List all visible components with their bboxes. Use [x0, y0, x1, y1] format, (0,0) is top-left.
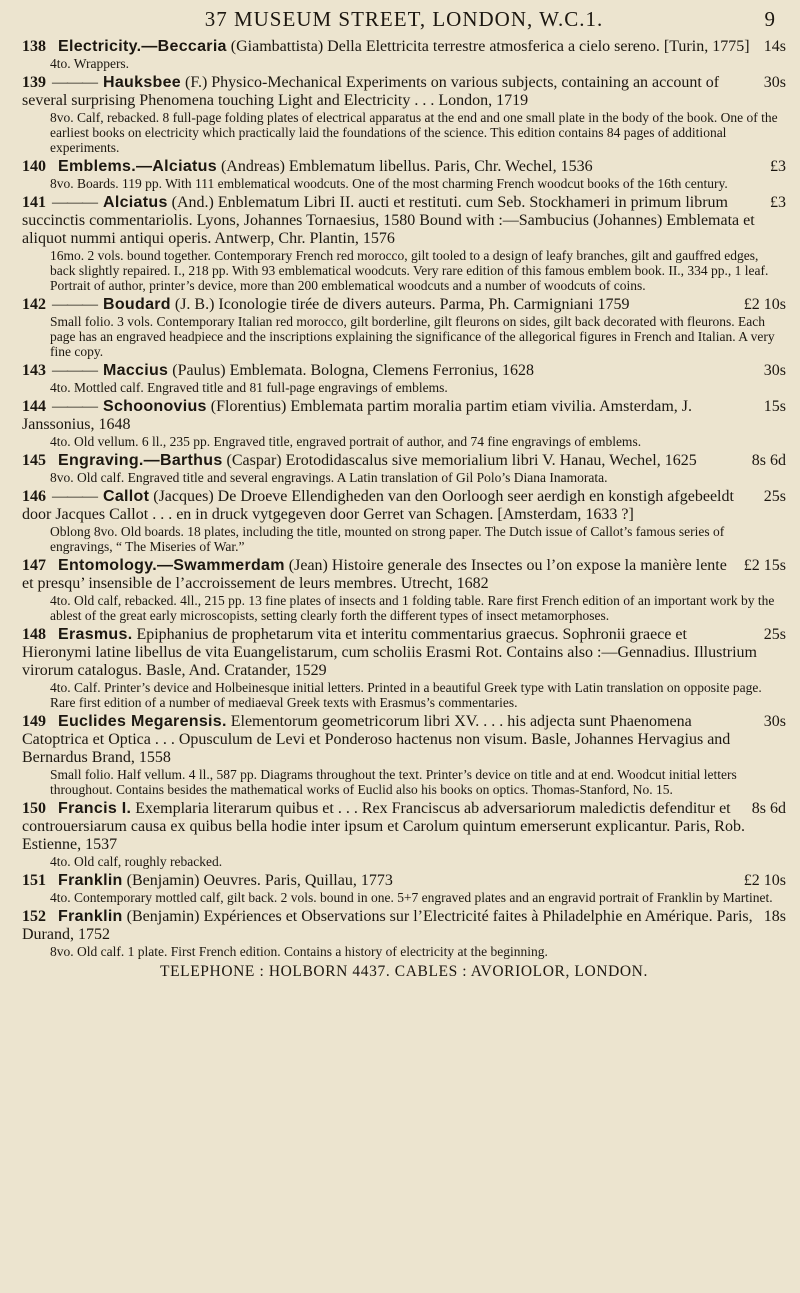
entry-title: (Giambattista) Della Elettricita terrestre atmosferica a cielo sereno. [Turin, 1775]: [230, 38, 750, 55]
entry-description: 8vo. Boards. 119 pp. With 111 emblematical woodcuts. One of the most charming French woodcut books of the 16th century.: [50, 176, 728, 191]
entry-main: [22, 452, 786, 470]
catalogue-entry: [22, 626, 786, 710]
entry-number: 145: [22, 452, 46, 469]
entry-price: 15s: [763, 398, 786, 415]
entry-price: £3: [770, 158, 786, 175]
entry-title: (Caspar) Erotodidascalus sive memorialium libri V. Hanau, Wechel, 1625: [226, 452, 697, 469]
entry-main: [22, 800, 786, 854]
entry-dash: ———: [52, 488, 97, 505]
entry-title: (F.) Physico-Mechanical Experiments on various subjects, containing an account of several surprising Phenomena touching Light and Electricity . . . London, 1719: [22, 74, 720, 109]
entry-title: (J. B.) Iconologie tirée de divers auteurs. Parma, Ph. Carmigniani 1759: [174, 296, 630, 313]
entry-main: [22, 296, 786, 314]
catalogue-entry: [22, 194, 786, 293]
catalogue-entry: [22, 38, 786, 71]
entry-price: 30s: [763, 713, 786, 730]
entry-number: 141: [22, 194, 46, 211]
entry-description: 16mo. 2 vols. bound together. Contemporary French red morocco, gilt tooled to a design of leafy branches, gilt and gauffred edges, back slightly repaired. I., 218 pp. With 93 emblematical woodcuts. Very rare edition of this famous emblem book. II., 334 pp., 1 leaf. Portrait of author, printer’s device, more than 200 emblematical woodcuts and a number of woodcuts of coins.: [50, 248, 769, 293]
entry-main: [22, 362, 786, 380]
entry-author: Schoonovius: [103, 398, 207, 415]
entry-number: 138: [22, 38, 46, 55]
entry-number: 142: [22, 296, 46, 313]
catalogue-entry: [22, 296, 786, 359]
entry-description: 4to. Wrappers.: [50, 56, 130, 71]
entry-price: 18s: [763, 908, 786, 925]
entry-author: Alciatus: [103, 194, 168, 211]
catalogue-entries: [22, 38, 786, 959]
entry-description: 8vo. Old calf. Engraved title and several engravings. A Latin translation of Gil Polo’s Diana Inamorata.: [50, 470, 608, 485]
entry-author: Francis I.: [58, 800, 132, 817]
entry-title: Exemplaria literarum quibus et . . . Rex Franciscus ab adversariorum maledictis defenditur et controuersiarum causa ex quibus bella hodie inter ipsum et Carolum quintum emerserunt explicantur. Paris, Rob. Estienne, 1537: [22, 800, 745, 853]
catalogue-entry: [22, 800, 786, 869]
entry-description: 4to. Calf. Printer’s device and Holbeinesque initial letters. Printed in a beautiful Greek type with Latin translation on opposite page. Rare first edition of a number of mediaeval Greek texts with Erasmus’s commentaries.: [50, 680, 762, 710]
entry-number: 143: [22, 362, 46, 379]
entry-description: Oblong 8vo. Old boards. 18 plates, including the title, mounted on strong paper. The Dutch issue of Callot’s famous series of engravings, “ The Miseries of War.”: [50, 524, 725, 554]
entry-title: (Florentius) Emblemata partim moralia partim etiam vivilia. Amsterdam, J. Janssonius, 1648: [22, 398, 692, 433]
entry-title: (Jacques) De Droeve Ellendigheden van den Oorloogh seer aerdigh en konstigh afgebeeldt door Jacques Callot . . . en in druck vytgegeven door Gerret van Schagen. [Amsterdam, 1633 ?]: [22, 488, 734, 523]
entry-price: £2 15s: [743, 557, 786, 574]
entry-author: Maccius: [103, 362, 169, 379]
entry-author: Electricity.—Beccaria: [58, 38, 227, 55]
catalogue-entry: [22, 908, 786, 959]
entry-number: 149: [22, 713, 46, 730]
entry-title: (Benjamin) Oeuvres. Paris, Quillau, 1773: [126, 872, 393, 889]
footer-contact: TELEPHONE : HOLBORN 4437. CABLES : AVORIOLOR, LONDON.: [160, 963, 648, 980]
entry-title: Elementorum geometricorum libri XV. . . . his adjecta sunt Phaenomena Catoptrica et Optica . . . Opusculum de Levi et Ponderoso hactenus non visum. Basle, Johannes Hervagius and Bernardus Brand, 1558: [22, 713, 731, 766]
page-footer: [22, 963, 786, 981]
entry-number: 148: [22, 626, 46, 643]
entry-main: [22, 557, 786, 593]
entry-description: 4to. Old calf, rebacked. 4ll., 215 pp. 13 fine plates of insects and 1 folding table. Rare first French edition of an important work by the ablest of the great early microscopists, setting clearly forth the different types of insect metamorphoses.: [50, 593, 775, 623]
entry-description: 4to. Old calf, roughly rebacked.: [50, 854, 223, 869]
entry-main: [22, 488, 786, 524]
entry-price: 30s: [763, 74, 786, 91]
entry-description: 4to. Old vellum. 6 ll., 235 pp. Engraved title, engraved portrait of author, and 74 fine engravings of emblems.: [50, 434, 642, 449]
entry-title: Epiphanius de prophetarum vita et interitu commentarius graecus. Sophronii graece et Hieronymi latine libellus de vita Euangelistarum, cum scholiis Erasmi Rot. Contains also :—Gennadius. Illustrium virorum catalogus. Basle, And. Cratander, 1529: [22, 626, 757, 679]
entry-main: [22, 626, 786, 680]
entry-description: 4to. Mottled calf. Engraved title and 81 full-page engravings of emblems.: [50, 380, 448, 395]
entry-main: [22, 158, 786, 176]
entry-author: Franklin: [58, 908, 123, 925]
entry-author: Entomology.—Swammerdam: [58, 557, 285, 574]
entry-description: Small folio. Half vellum. 4 ll., 587 pp. Diagrams throughout the text. Printer’s device on title and at end. Woodcut initial letters throughout. Contains besides the mathematical works of Euclid also his books on optics. Thomas-Stanford, No. 15.: [50, 767, 737, 797]
entry-price: 8s 6d: [751, 800, 786, 817]
entry-price: 8s 6d: [751, 452, 786, 469]
entry-number: 140: [22, 158, 46, 175]
page-header: [22, 8, 786, 30]
entry-dash: ———: [52, 74, 97, 91]
catalogue-entry: [22, 158, 786, 191]
entry-author: Callot: [103, 488, 150, 505]
entry-main: [22, 713, 786, 767]
entry-title: (Jean) Histoire generale des Insectes ou l’on expose la manière lente et presqu’ insensible de l’accroissement de leurs membres. Utrecht, 1682: [22, 557, 727, 592]
entry-number: 139: [22, 74, 46, 91]
entry-number: 144: [22, 398, 46, 415]
entry-author: Hauksbee: [103, 74, 181, 91]
entry-number: 152: [22, 908, 46, 925]
entry-description: 4to. Contemporary mottled calf, gilt back. 2 vols. bound in one. 5+7 engraved plates and an engravid portrait of Franklin by Martinet.: [50, 890, 773, 905]
entry-title: (Andreas) Emblematum libellus. Paris, Chr. Wechel, 1536: [220, 158, 593, 175]
entry-number: 147: [22, 557, 46, 574]
entry-main: [22, 908, 786, 944]
entry-dash: ———: [52, 296, 97, 313]
entry-main: [22, 38, 786, 56]
entry-author: Franklin: [58, 872, 123, 889]
entry-main: [22, 74, 786, 110]
catalogue-entry: [22, 872, 786, 905]
catalogue-entry: [22, 713, 786, 797]
entry-number: 151: [22, 872, 46, 889]
catalogue-entry: [22, 74, 786, 155]
entry-price: £2 10s: [743, 872, 786, 889]
entry-main: [22, 872, 786, 890]
entry-dash: ———: [52, 362, 97, 379]
catalogue-entry: [22, 452, 786, 485]
entry-price: 25s: [763, 626, 786, 643]
entry-number: 146: [22, 488, 46, 505]
entry-author: Erasmus.: [58, 626, 133, 643]
catalogue-entry: [22, 557, 786, 623]
entry-description: 8vo. Old calf. 1 plate. First French edition. Contains a history of electricity at the beginning.: [50, 944, 548, 959]
entry-dash: ———: [52, 194, 97, 211]
entry-price: £2 10s: [743, 296, 786, 313]
entry-title: (Benjamin) Expériences et Observations sur l’Electricité faites à Philadelphie en Amérique. Paris, Durand, 1752: [22, 908, 753, 943]
entry-author: Boudard: [103, 296, 171, 313]
entry-description: 8vo. Calf, rebacked. 8 full-page folding plates of electrical apparatus at the end and one small plate in the body of the book. One of the earliest books on electricity which practically laid the foundations of the science. This edition contains 84 pages of additional experiments.: [50, 110, 778, 155]
entry-author: Engraving.—Barthus: [58, 452, 223, 469]
entry-main: [22, 194, 786, 248]
entry-price: 25s: [763, 488, 786, 505]
entry-author: Emblems.—Alciatus: [58, 158, 217, 175]
page-number: 9: [764, 7, 776, 31]
entry-price: 14s: [763, 38, 786, 55]
entry-author: Euclides Megarensis.: [58, 713, 227, 730]
header-address: 37 MUSEUM STREET, LONDON, W.C.1.: [204, 7, 604, 31]
entry-dash: ———: [52, 398, 97, 415]
catalogue-entry: [22, 488, 786, 554]
entry-title: (And.) Enblematum Libri II. aucti et restituti. cum Seb. Stockhameri in primum librum succinctis commentariolis. Lyons, Johannes Tornaesius, 1580 Bound with :—Sambucius (Johannes) Emblemata et aliquot nummi antiqui operis. Antwerp, Chr. Plantin, 1576: [22, 194, 755, 247]
catalogue-entry: [22, 362, 786, 395]
entry-main: [22, 398, 786, 434]
entry-price: 30s: [763, 362, 786, 379]
catalogue-entry: [22, 398, 786, 449]
entry-price: £3: [770, 194, 786, 211]
entry-title: (Paulus) Emblemata. Bologna, Clemens Ferronius, 1628: [172, 362, 534, 379]
entry-description: Small folio. 3 vols. Contemporary Italian red morocco, gilt borderline, gilt fleurons on sides, gilt back decorated with fleurons. Each page has an engraved headpiece and the inscriptions explaining the significance of the allegorical figures in French and Italian. A very fine copy.: [50, 314, 775, 359]
entry-number: 150: [22, 800, 46, 817]
